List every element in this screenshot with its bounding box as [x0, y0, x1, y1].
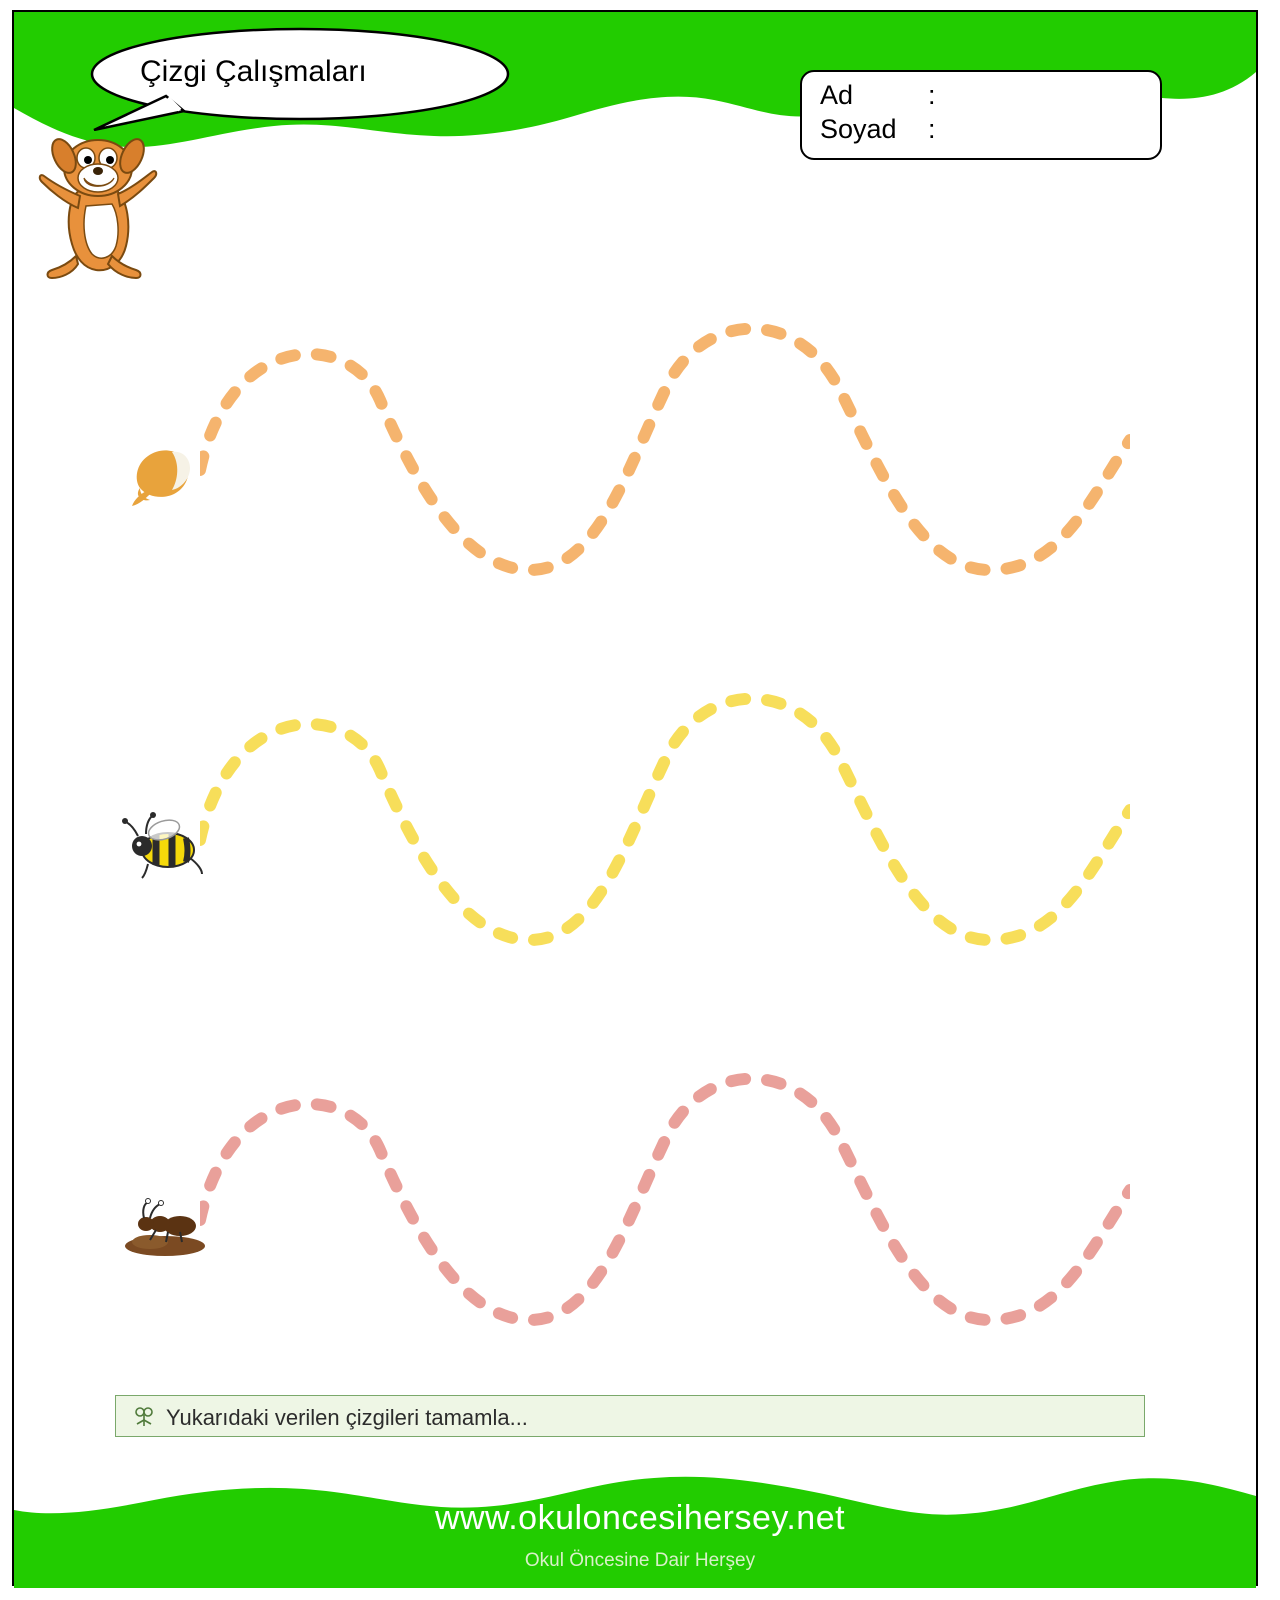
trace-row — [120, 690, 1140, 990]
instruction-bar — [115, 1395, 1145, 1437]
footer-tagline: Okul Öncesine Dair Herşey — [524, 1550, 756, 1571]
name-field-ad[interactable] — [820, 80, 936, 111]
name-field-soyad-label: Soyad — [820, 114, 897, 144]
wavy-line-pink — [200, 1070, 1130, 1360]
trace-row — [120, 1070, 1140, 1370]
footer-url[interactable]: www.okuloncesihersey.net — [434, 1499, 846, 1537]
trace-row — [120, 320, 1140, 620]
instruction-text: Yukarıdaki verilen çizgileri tamamla... — [166, 1405, 528, 1430]
bee-icon — [120, 800, 210, 890]
name-field-soyad-separator: : — [928, 114, 936, 144]
ant-icon — [120, 1180, 210, 1270]
student-name-box — [800, 70, 1162, 160]
name-field-ad-separator: : — [928, 80, 936, 110]
wavy-line-yellow — [200, 690, 1130, 980]
name-field-soyad[interactable] — [820, 114, 936, 145]
shell-icon — [120, 430, 210, 520]
dog-mascot-icon — [38, 128, 158, 283]
wavy-line-orange — [200, 320, 1130, 610]
name-field-ad-label: Ad — [820, 80, 854, 110]
worksheet-title: Çizgi Çalışmaları — [140, 55, 367, 88]
flower-icon — [132, 1404, 156, 1428]
